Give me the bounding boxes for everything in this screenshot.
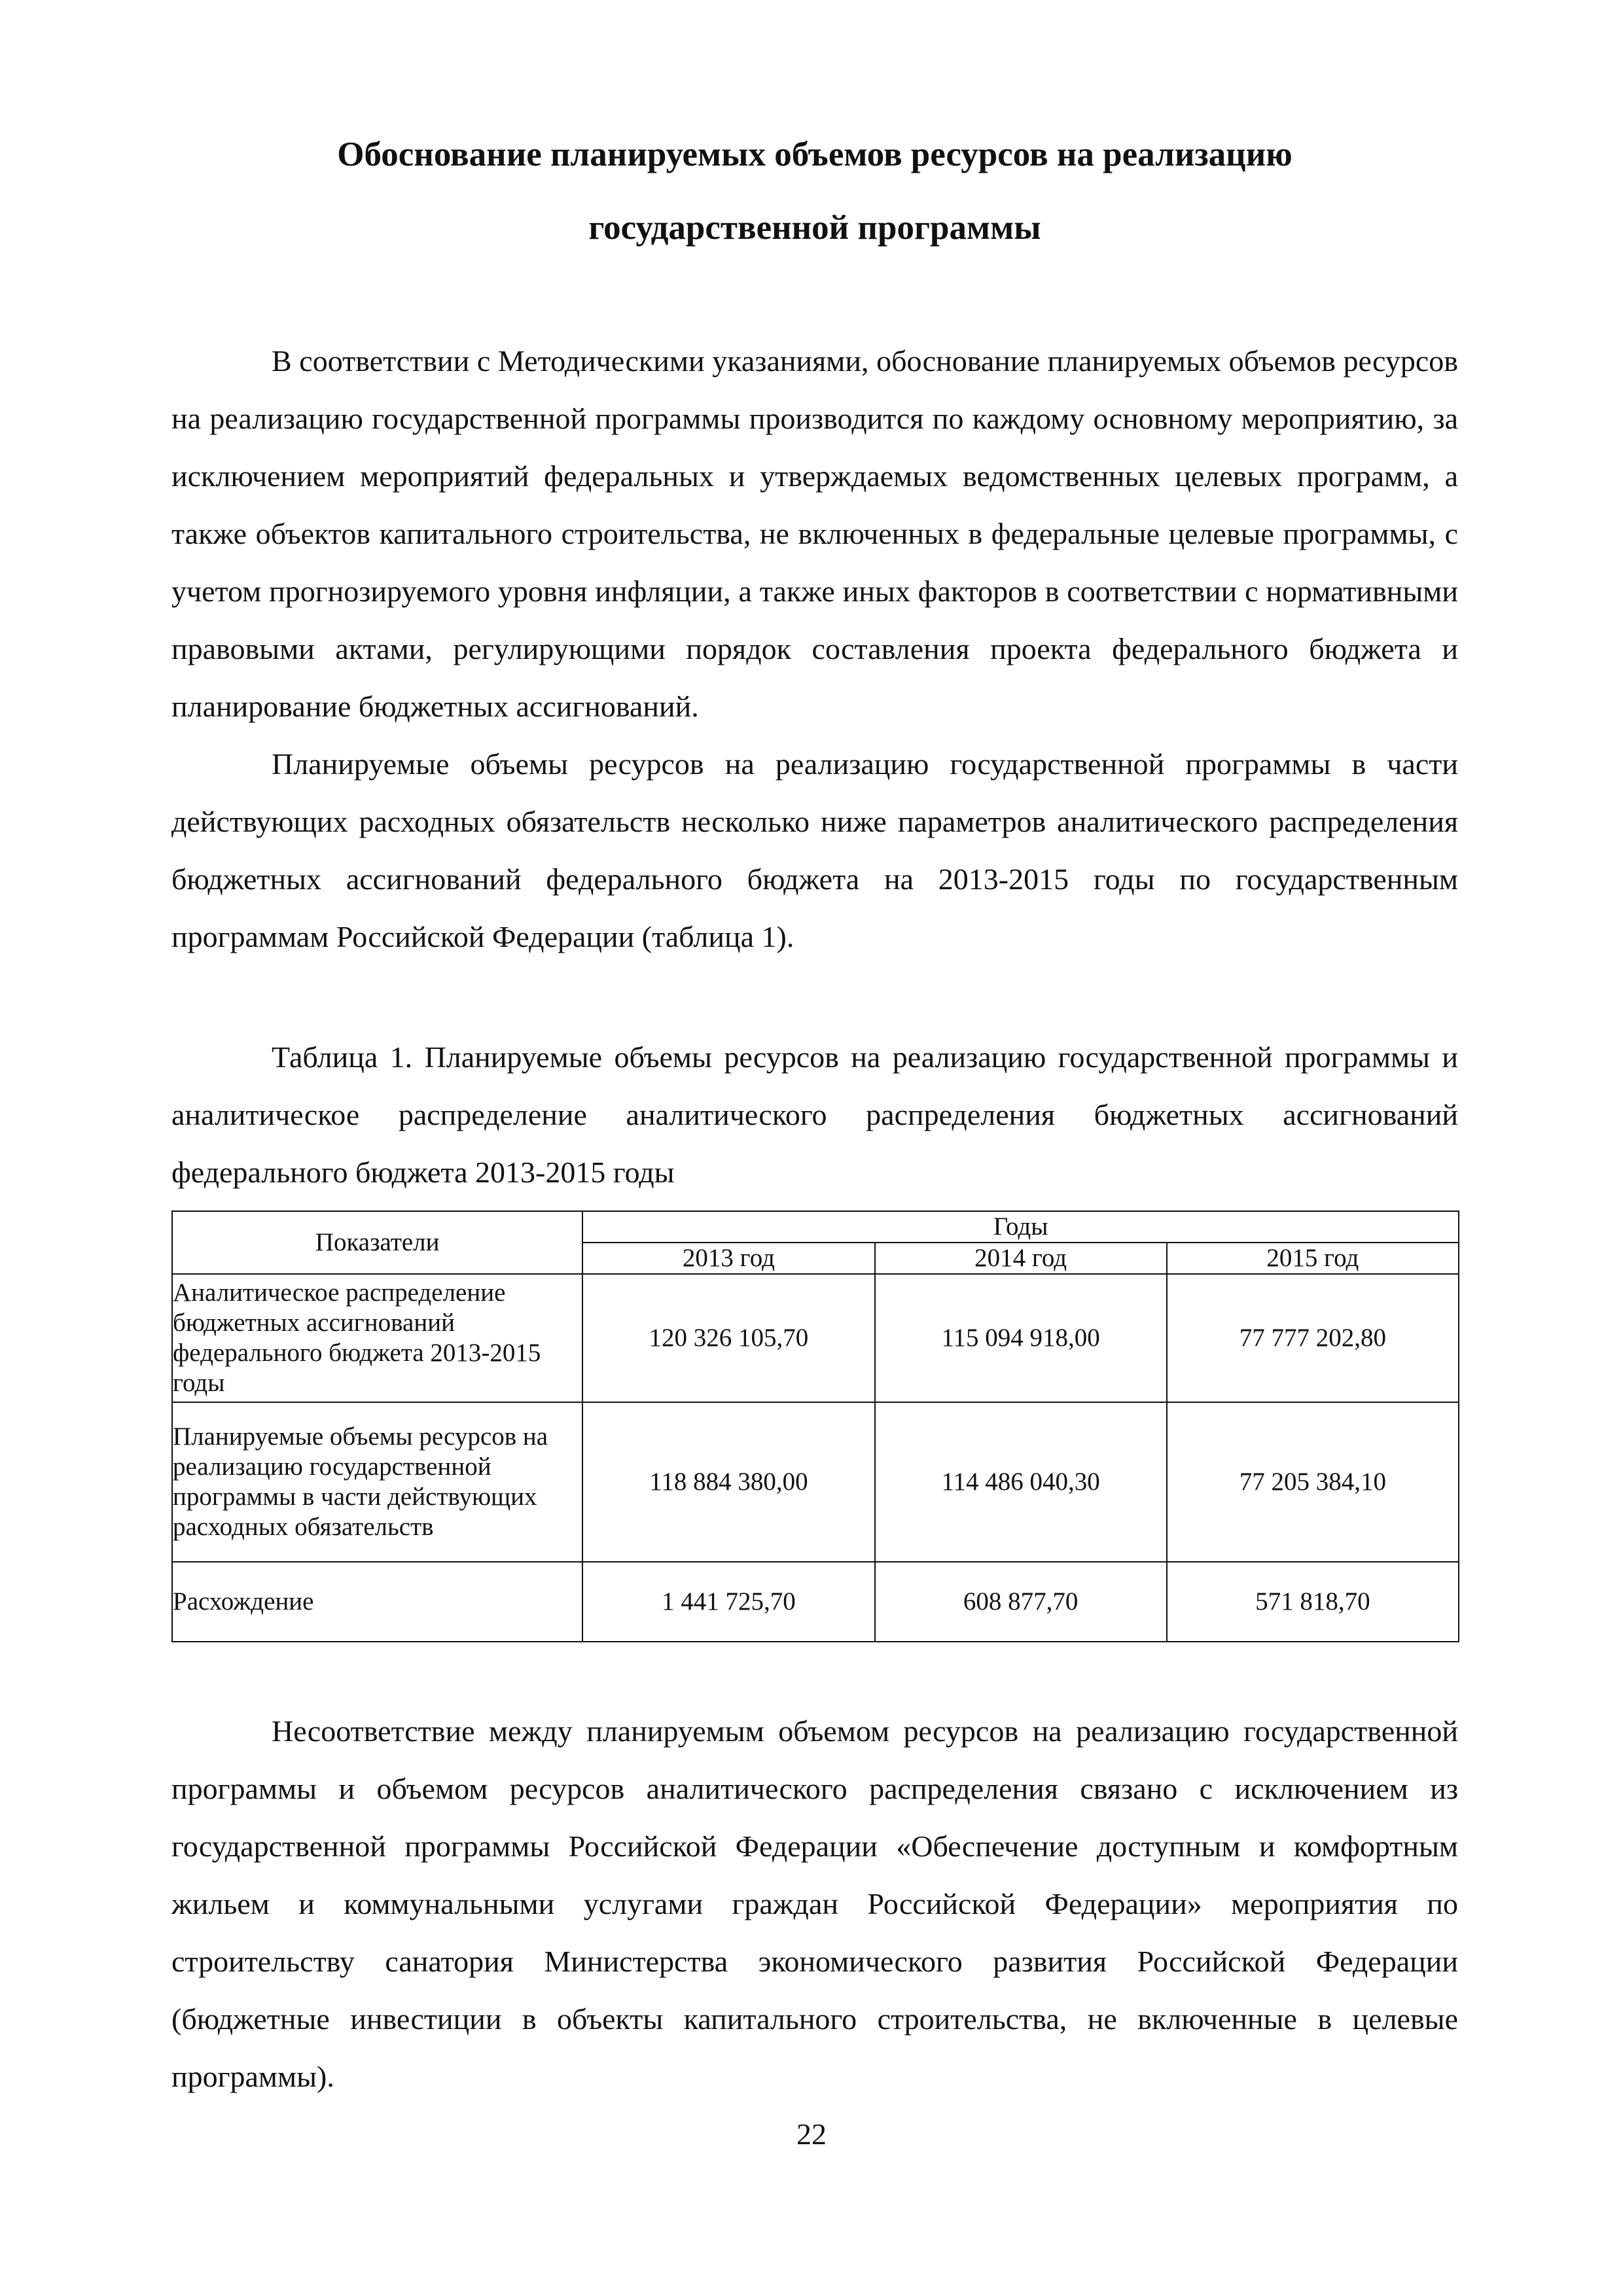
- table-row: [172, 1402, 1459, 1562]
- header-year-2015: 2015 год: [1167, 1243, 1459, 1274]
- document-title: [171, 118, 1458, 264]
- cell-value: 118 884 380,00: [582, 1402, 874, 1562]
- row-label-analytical: Аналитическое распределение бюджетных ассигнований федерального бюджета 2013-2015 годы: [172, 1274, 582, 1402]
- table-row: [172, 1274, 1459, 1402]
- cell-value: 608 877,70: [875, 1562, 1167, 1642]
- page-number: 22: [796, 2117, 827, 2151]
- row-label-planned: Планируемые объемы ресурсов на реализацию государственной программы в части действующих расходных обязательств: [172, 1402, 582, 1562]
- resources-table: [171, 1210, 1459, 1642]
- paragraph-planned-volumes: Планируемые объемы ресурсов на реализацию государственной программы в части действующих расходных обязательств несколько ниже параметров аналитического распределения бюджетных ассигнований федерального бюджета на 2013-2015 годы по государственным программам Российской Федерации (таблица 1).: [171, 747, 1458, 953]
- title-line-2: государственной программы: [588, 209, 1041, 247]
- paragraph-methodology: В соответствии с Методическими указаниями, обоснование планируемых объемов ресурсов на реализацию государственной программы производится по каждому основному мероприятию, за исключением мероприятий федеральных и утверждаемых ведомственных целевых программ, а также объектов капитального строительства, не включенных в федеральные целевые программы, с учетом прогнозируемого уровня инфляции, а также иных факторов в соответствии с нормативными правовыми актами, регулирующими порядок составления проекта федерального бюджета и планирование бюджетных ассигнований.: [171, 344, 1458, 723]
- cell-value: 114 486 040,30: [875, 1402, 1167, 1562]
- paragraph-discrepancy: Несоответствие между планируемым объемом ресурсов на реализацию государственной программы и объемом ресурсов аналитического распределения связано с исключением из государственной программы Российской Федерации «Обеспечение доступным и комфортным жильем и коммунальными услугами граждан Российской Федерации» мероприятия по строительству санатория Министерства экономического развития Российской Федерации (бюджетные инвестиции в объекты капитального строительства, не включенные в целевые программы).: [171, 1714, 1458, 2093]
- table-row: [172, 1562, 1459, 1642]
- cell-value: 120 326 105,70: [582, 1274, 874, 1402]
- header-years: Годы: [582, 1211, 1459, 1243]
- cell-value: 77 205 384,10: [1167, 1402, 1459, 1562]
- row-label-difference: Расхождение: [172, 1562, 582, 1642]
- document-page: [171, 118, 1458, 2106]
- table-header-row: [172, 1211, 1459, 1243]
- cell-value: 77 777 202,80: [1167, 1274, 1459, 1402]
- header-year-2014: 2014 год: [875, 1243, 1167, 1274]
- header-year-2013: 2013 год: [582, 1243, 874, 1274]
- cell-value: 115 094 918,00: [875, 1274, 1167, 1402]
- cell-value: 571 818,70: [1167, 1562, 1459, 1642]
- table-caption: Таблица 1. Планируемые объемы ресурсов на реализацию государственной программы и аналитическое распределение аналитического распределения бюджетных ассигнований федерального бюджета 2013-2015 годы: [171, 1040, 1458, 1189]
- title-line-1: Обоснование планируемых объемов ресурсов на реализацию: [337, 135, 1293, 173]
- header-indicators: Показатели: [172, 1211, 582, 1274]
- cell-value: 1 441 725,70: [582, 1562, 874, 1642]
